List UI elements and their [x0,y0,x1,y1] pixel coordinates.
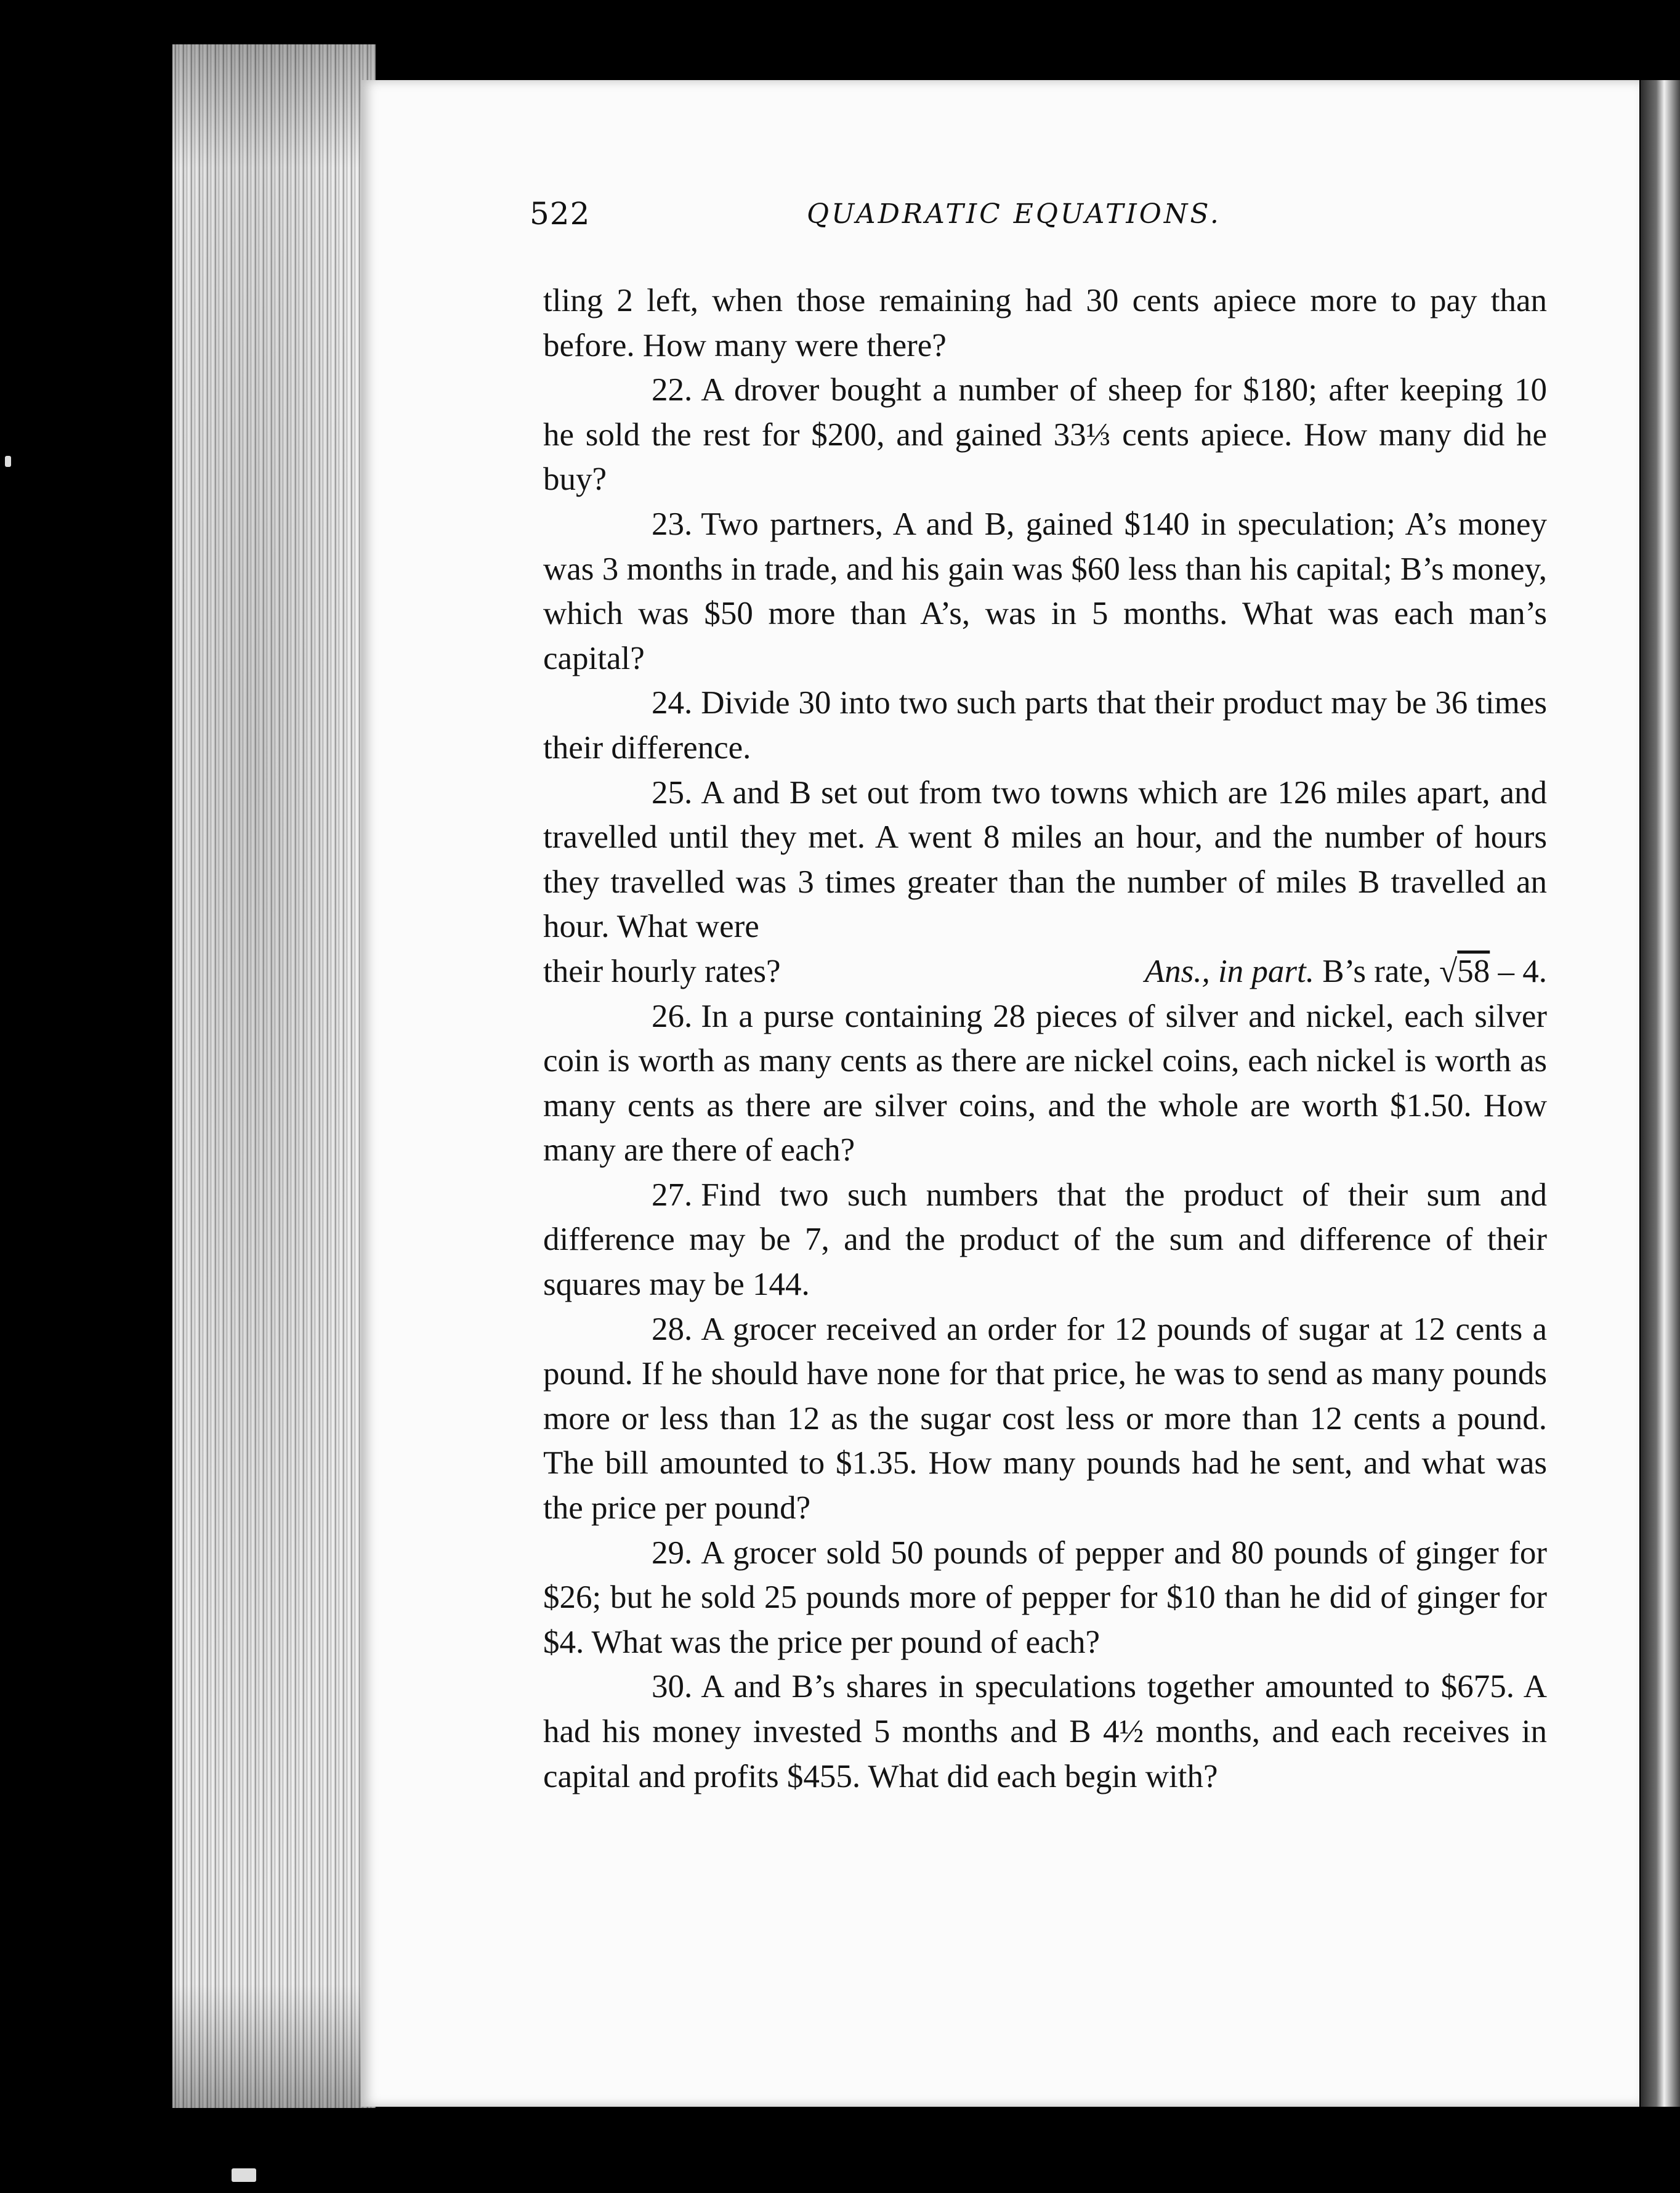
answer-text: B’s rate, [1322,953,1431,989]
problem-number: 28. [652,1311,693,1347]
binding-edge [1641,80,1680,2107]
problem-last-line: their hourly rates? [543,953,781,989]
running-head [530,196,1256,239]
problem-number: 26. [652,998,693,1034]
problem-24 [543,681,1547,770]
problem-text: Two partners, A and B, gained $140 in speculation; A’s money was 3 months in trade, and his gain was $60 less than his capital; B’s money, which was $50 more than A’s, was in 5 months. What was each man’s capital? [543,506,1547,676]
problem-text: A grocer sold 50 pounds of pepper and 80 pounds of ginger for $26; but he sold 25 pounds more of pepper for $10 than he did of ginger for $4. What was the price per pound of each? [543,1534,1547,1660]
problem-number: 22. [652,372,693,408]
problem-28 [543,1307,1547,1531]
answer-rest: – 4. [1490,953,1547,989]
radical-sign: √ [1439,953,1458,989]
problem-25-answer-line [543,949,1547,994]
problem-27 [543,1173,1547,1307]
answer [1145,949,1547,994]
problem-text: Find two such numbers that the product of their sum and difference may be 7, and the product of the sum and difference of their squares may be 144. [543,1177,1547,1303]
problem-text: A drover bought a number of sheep for $180; after keeping 10 he sold the rest for $200, and gained 33⅓ cents apiece. How many did he buy? [543,372,1547,498]
page-title: QUADRATIC EQUATIONS. [807,198,1221,230]
problem-text: A grocer received an order for 12 pounds of sugar at 12 cents a pound. If he should have none for that price, he was to send as many pounds more or less than 12 as the sugar cost less or more than 12 cents a pound. The bill amounted to $1.35. How many pounds had he sent, and what was the price per pound? [543,1311,1547,1526]
problem-text: A and B set out from two towns which are 126 miles apart, and travelled until they met. A went 8 miles an hour, and the number of hours they travelled was 3 times greater than the number of miles B travelled an hour. What were [543,774,1547,945]
radicand: 58 [1457,953,1490,989]
problem-number: 23. [652,506,693,542]
page-body [543,278,1547,1799]
page-number: 522 [530,196,591,232]
problem-25 [543,771,1547,949]
problem-number: 29. [652,1534,693,1571]
scan-speck [232,2168,256,2182]
page-block-edges [172,44,376,2108]
problem-30 [543,1664,1547,1799]
scan-speck [5,456,11,467]
problem-text: A and B’s shares in speculations together amounted to $675. A had his money invested 5 months and B 4½ months, and each receives in capital and profits $455. What did each begin with? [543,1669,1547,1794]
problem-26 [543,994,1547,1173]
problem-text: In a purse containing 28 pieces of silver and nickel, each silver coin is worth as many cents as there are nickel coins, each nickel is worth as many cents as there are silver coins, and the whole are worth $1.50. How many are there of each? [543,998,1547,1169]
problem-number: 25. [652,774,693,811]
problem-23 [543,502,1547,681]
problem-number: 24. [652,685,693,721]
continuation-paragraph: tling 2 left, when those remaining had 30 cents apiece more to pay than before. How many were there? [543,283,1547,363]
answer-label: Ans., in part. [1144,953,1315,989]
problem-29 [543,1531,1547,1665]
problem-number: 30. [652,1669,693,1705]
problem-number: 27. [652,1177,693,1213]
problem-22 [543,368,1547,502]
problem-text: Divide 30 into two such parts that their product may be 36 times their difference. [543,685,1547,766]
